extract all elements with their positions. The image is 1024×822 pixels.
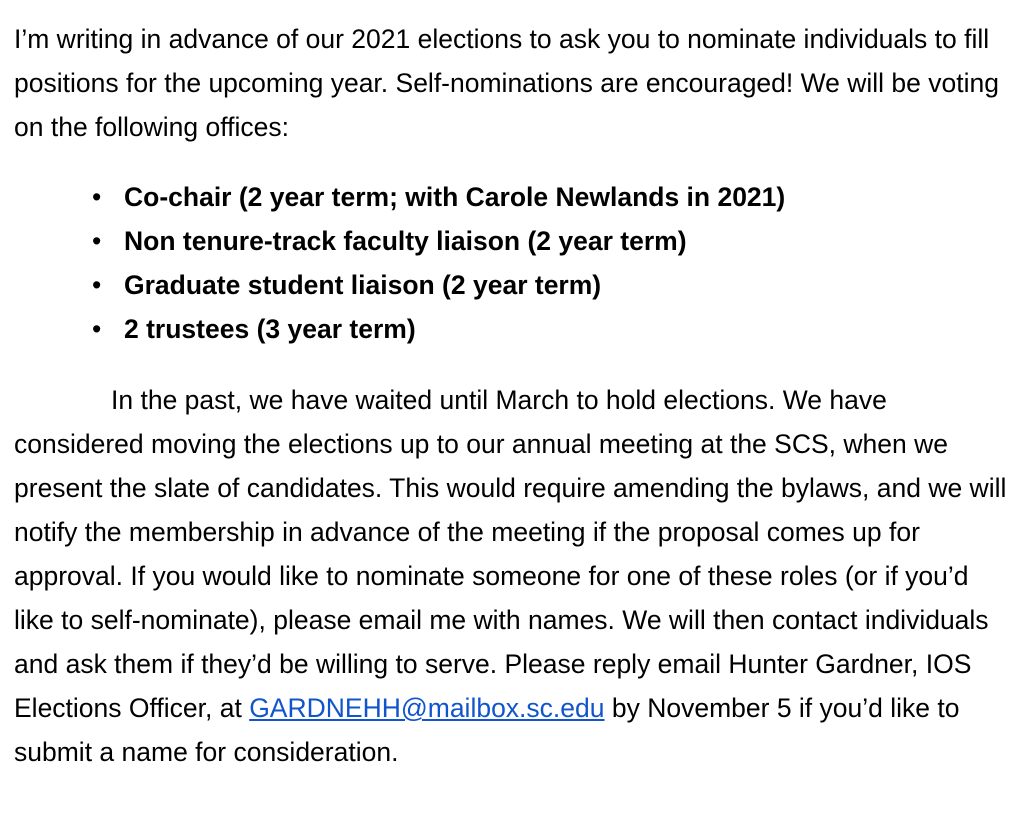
bullet-icon: • [92, 226, 102, 256]
office-label: Co-chair (2 year term; with Carole Newlands in 2021) [124, 182, 786, 212]
email-link[interactable]: GARDNEHH@mailbox.sc.edu [249, 693, 605, 723]
bullet-icon: • [92, 182, 102, 212]
office-label: Non tenure-track faculty liaison (2 year term) [124, 226, 687, 256]
list-item-ntt-liaison [92, 219, 1014, 263]
intro-paragraph: I’m writing in advance of our 2021 elections to ask you to nominate individuals to fill positions for the upcoming year. Self-nominations are encouraged! We will be voting on the following offices: [14, 24, 999, 142]
office-label: Graduate student liaison (2 year term) [124, 270, 602, 300]
list-item-trustees [92, 307, 1014, 351]
offices-list [14, 175, 1014, 351]
list-item-co-chair [92, 175, 1014, 219]
bullet-icon: • [92, 270, 102, 300]
body-text-before-link: In the past, we have waited until March to hold elections. We have considered moving the elections up to our annual meeting at the SCS, when we present the slate of candidates. This would require amending the bylaws, and we will notify the membership in advance of the meeting if the proposal comes up for approval. If you would like to nominate someone for one of these roles (or if you’d like to self-nominate), please email me with names. We will then contact individuals and ask them if they’d be willing to serve. Please reply email Hunter Gardner, IOS Elections Officer, at [14, 385, 1007, 723]
list-item-grad-liaison [92, 263, 1014, 307]
bullet-icon: • [92, 314, 102, 344]
email-body [14, 17, 1014, 774]
body-paragraph [14, 378, 1014, 774]
body-text-after-link: by November 5 if you’d like to submit a name for consideration. [14, 693, 960, 767]
office-label: 2 trustees (3 year term) [124, 314, 416, 344]
